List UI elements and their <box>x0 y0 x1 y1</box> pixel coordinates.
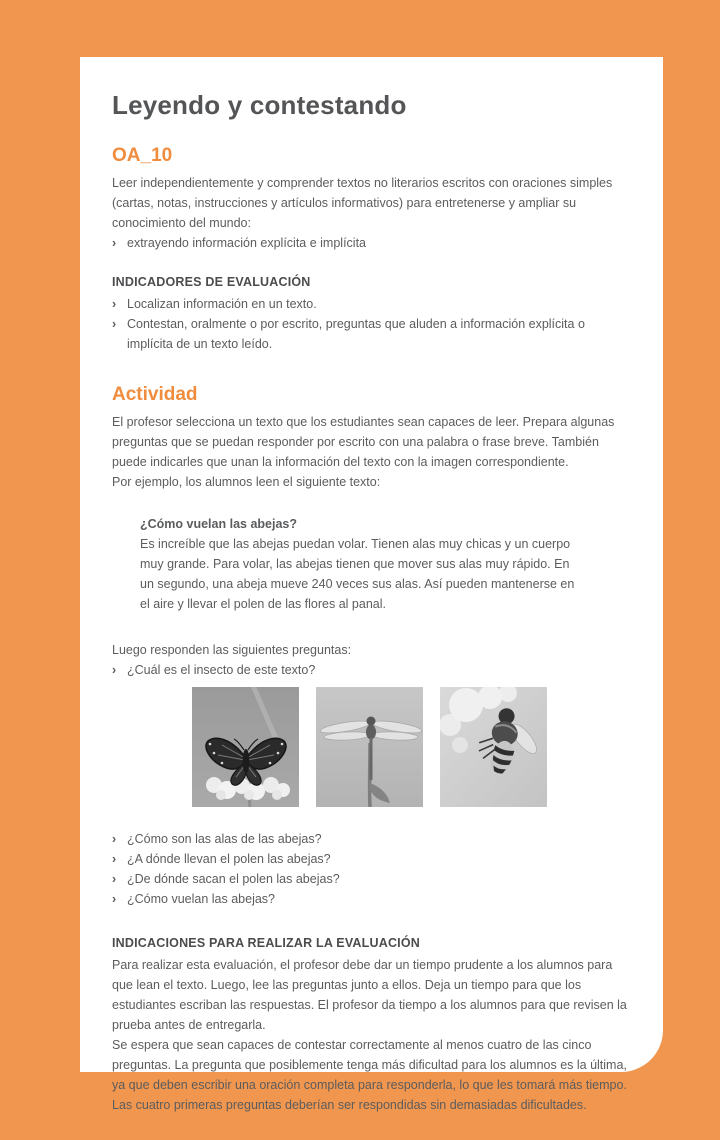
bee-photo <box>440 687 547 807</box>
bullet-text: Contestan, oralmente o por escrito, preguntas que aluden a información explícita o implícita de un texto leído. <box>127 317 585 351</box>
bullet-marker: › <box>112 317 117 331</box>
bullet-text: Localizan información en un texto. <box>127 297 317 311</box>
actividad-paragraph: El profesor selecciona un texto que los estudiantes sean capaces de leer. Prepara algunas preguntas que se puedan responder por escrito con una palabra o frase breve. También puede indicarles que unan la información del texto con la imagen correspondiente. <box>112 415 615 469</box>
actividad-heading: Actividad <box>112 384 198 405</box>
oa-description: Leer independientemente y comprender textos no literarios escritos con oraciones simples (cartas, notas, instrucciones y artículos informativos) para entretenerse y ampliar su conocimiento del mundo: <box>112 176 613 230</box>
indicadores-heading: INDICADORES DE EVALUACIÓN <box>112 275 311 289</box>
reading-title: ¿Cómo vuelan las abejas? <box>140 517 297 531</box>
actividad-section <box>112 384 630 909</box>
page-title: Leyendo y contestando <box>112 90 407 120</box>
dragonfly-photo <box>316 687 423 807</box>
reading-body: Es increíble que las abejas puedan volar. Tienen alas muy chicas y un cuerpo muy grande. Para volar, las abejas tienen que mover sus alas muy rápido. En un segundo, una abeja mueve 240 veces sus alas. Así pueden mantenerse en el aire y llevar el polen de las flores al panal. <box>140 537 575 611</box>
questions-intro: Luego responden las siguientes preguntas: <box>112 643 352 657</box>
list-item <box>112 660 630 680</box>
bullet-text: extrayendo información explícita e implícita <box>127 236 367 250</box>
bullet-text: ¿A dónde llevan el polen las abejas? <box>127 852 331 866</box>
questions-list <box>112 829 630 909</box>
reading-text-block <box>140 514 582 614</box>
list-item <box>112 869 630 889</box>
insect-photos-row <box>192 687 630 807</box>
oa-bullet-list <box>112 233 630 253</box>
list-item <box>112 829 630 849</box>
bullet-marker: › <box>112 832 117 846</box>
bullet-marker: › <box>112 852 117 866</box>
oa-heading: OA_10 <box>112 145 173 166</box>
document-page <box>80 57 663 1112</box>
indicaciones-section <box>112 936 630 1115</box>
indicaciones-paragraph: Para realizar esta evaluación, el profesor debe dar un tiempo prudente a los alumnos para que lean el texto. Luego, lee las preguntas junto a ellos. Deja un tiempo para que los estudiantes escriban las respuestas. El profesor da tiempo a los alumnos para que revisen la prueba antes de entregarla. <box>112 958 627 1032</box>
list-item <box>112 294 630 314</box>
indicadores-section <box>112 275 630 354</box>
list-item <box>112 849 630 869</box>
bullet-text: ¿Cuál es el insecto de este texto? <box>127 663 316 677</box>
bullet-marker: › <box>112 236 117 250</box>
indicaciones-paragraph: Se espera que sean capaces de contestar correctamente al menos cuatro de las cinco preguntas. La pregunta que posiblemente tenga más dificultad para los alumnos es la última, ya que deben escribir una oración completa para responderla, lo que les tomará más tiempo. Las cuatro primeras preguntas deberían ser respondidas sin demasiadas dificultades. <box>112 1038 627 1112</box>
actividad-intro-line: Por ejemplo, los alumnos leen el siguiente texto: <box>112 475 381 489</box>
bullet-marker: › <box>112 872 117 886</box>
bullet-text: ¿Cómo son las alas de las abejas? <box>127 832 322 846</box>
butterfly-photo <box>192 687 299 807</box>
bullet-text: ¿De dónde sacan el polen las abejas? <box>127 872 340 886</box>
indicaciones-heading: INDICACIONES PARA REALIZAR LA EVALUACIÓN <box>112 936 420 950</box>
list-item <box>112 233 630 253</box>
bullet-text: ¿Cómo vuelan las abejas? <box>127 892 275 906</box>
list-item <box>112 314 630 354</box>
bullet-marker: › <box>112 297 117 311</box>
list-item <box>112 889 630 909</box>
bullet-marker: › <box>112 892 117 906</box>
bullet-marker: › <box>112 663 117 677</box>
